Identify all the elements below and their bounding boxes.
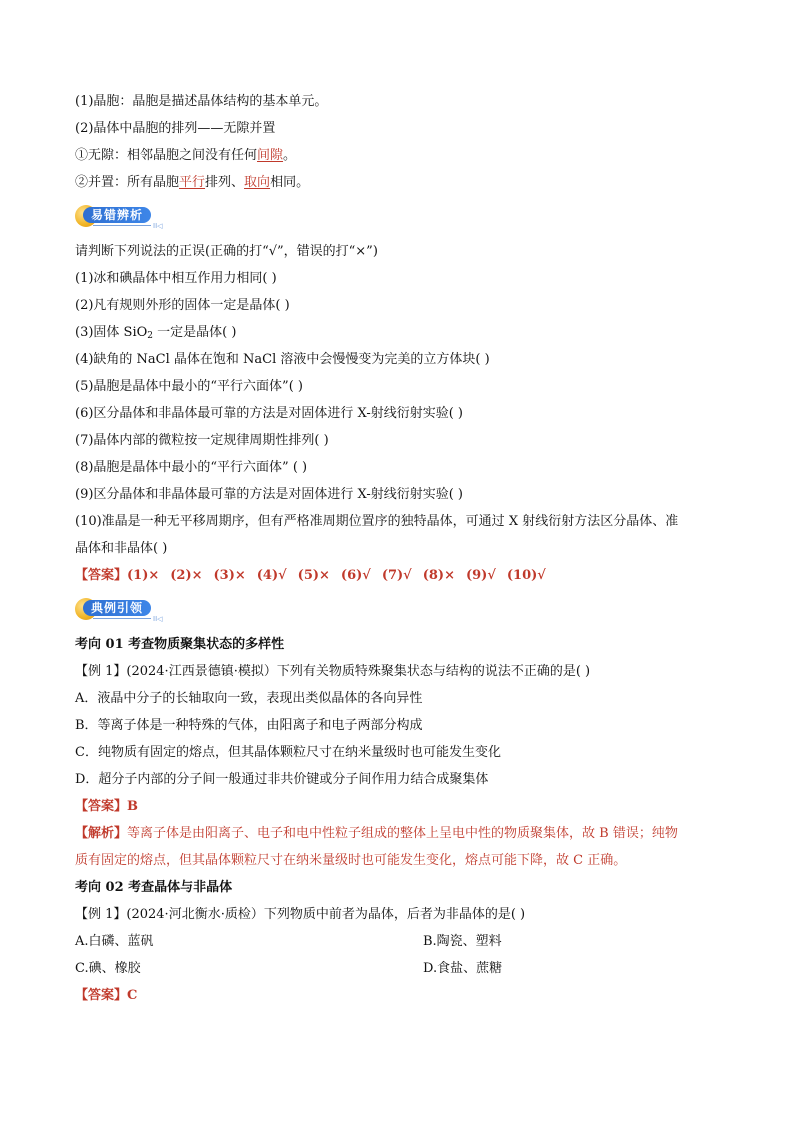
answer-10: (10)√ [506,568,546,583]
k1-analysis-line-2: 质有固定的熔点，但其晶体颗粒尺寸在纳米量级时也可能发生变化，熔点可能下降，故 C 正确。 [75,853,627,868]
answer-8: (8)× [422,568,455,583]
intro-line-3 [75,147,296,165]
answer-list [127,568,557,583]
intro-line-1: (1)晶胞：晶胞是描述晶体结构的基本单元。 [75,94,328,109]
k1-question: 【例 1】(2024·江西景德镇·模拟）下列有关物质特殊聚集状态与结构的说法不正确的是( ) [75,664,591,679]
intro-line-3-a: ①无隙：相邻晶胞之间没有任何 [75,148,258,163]
judge-item-3-sub: 2 [147,331,154,341]
k1-analysis-line-1 [75,825,678,843]
answer-6: (6)√ [340,568,371,583]
answer-tag: 【答案】 [75,799,128,814]
k1-title: 考向 01 考查物质聚集状态的多样性 [75,637,285,652]
badge-tail-icon: II◁ [153,222,163,230]
answer-4: (4)√ [256,568,287,583]
judge-item-3 [75,324,236,345]
judge-item-3-b: 一定是晶体( ) [153,325,237,340]
judge-item-8: (8)晶胞是晶体中最小的“平行六面体” ( ) [75,460,308,475]
judge-item-4: (4)缺角的 NaCl 晶体在饱和 NaCl 溶液中会慢慢变为完美的立方体块( ) [75,352,490,367]
answer-9: (9)√ [465,568,496,583]
badge-underline [93,618,151,619]
answer-1: (1)× [127,568,160,583]
k1-answer [75,798,138,816]
answer-2: (2)× [170,568,203,583]
judge-item-6: (6)区分晶体和非晶体最可靠的方法是对固体进行 X-射线衍射实验( ) [75,406,464,421]
k2-option-d: D.食盐、蔗糖 [423,961,503,976]
answer-3: (3)× [213,568,246,583]
k1-option-a: A．液晶中分子的长轴取向一致，表现出类似晶体的各向异性 [75,691,423,706]
judge-item-1: (1)冰和碘晶体中相互作用力相同( ) [75,271,277,286]
analysis-text-1: 等离子体是由阳离子、电子和电中性粒子组成的整体上呈电中性的物质聚集体，故 B 错误；纯物 [127,826,678,841]
badge-label: 典例引领 [83,600,151,616]
blank-gap: 间隙 [257,148,284,163]
example-badge [75,597,167,621]
judge-instruction: 请判断下列说法的正误(正确的打“√”，错误的打“×”) [75,244,378,259]
intro-line-4-c: 相同。 [270,175,310,190]
judge-item-2: (2)凡有规则外形的固体一定是晶体( ) [75,298,290,313]
badge-tail-icon: II◁ [153,615,163,623]
judge-item-3-a: (3)固体 SiO [75,325,148,340]
answer-value: B [127,799,139,814]
intro-line-4 [75,174,309,192]
intro-line-3-b: 。 [283,148,297,163]
answer-value: C [127,988,138,1003]
intro-line-4-b: 排列、 [205,175,245,190]
judge-item-9: (9)区分晶体和非晶体最可靠的方法是对固体进行 X-射线衍射实验( ) [75,487,464,502]
blank-orientation: 取向 [244,175,271,190]
k2-option-a: A.白磷、蓝矾 [75,934,154,949]
badge-underline [93,225,151,226]
answer-5: (5)× [297,568,330,583]
badge-label: 易错辨析 [83,207,151,223]
judge-item-10-line-1: (10)准晶是一种无平移周期序，但有严格准周期位置序的独特晶体，可通过 X 射线衍射方法区分晶体、准 [75,514,679,529]
blank-parallel: 平行 [179,175,206,190]
easy-error-badge [75,204,167,228]
k2-option-c: C.碘、橡胶 [75,961,141,976]
k1-option-c: C．纯物质有固定的熔点，但其晶体颗粒尺寸在纳米量级时也可能发生变化 [75,745,501,760]
judge-item-5: (5)晶胞是晶体中最小的“平行六面体”( ) [75,379,303,394]
k2-option-b: B.陶瓷、塑料 [423,934,502,949]
k2-question: 【例 1】(2024·河北衡水·质检）下列物质中前者为晶体，后者为非晶体的是( ) [75,907,526,922]
judge-item-7: (7)晶体内部的微粒按一定规律周期性排列( ) [75,433,329,448]
judge-item-10-line-2: 晶体和非晶体( ) [75,541,168,556]
k1-option-b: B．等离子体是一种特殊的气体，由阳离子和电子两部分构成 [75,718,423,733]
k1-option-d: D．超分子内部的分子间一般通过非共价键或分子间作用力结合成聚集体 [75,772,489,787]
intro-line-2: (2)晶体中晶胞的排列——无隙并置 [75,121,276,136]
answer-tag: 【答案】 [75,988,128,1003]
k2-answer [75,987,137,1005]
intro-line-4-a: ②并置：所有晶胞 [75,175,180,190]
answer-tag: 【答案】 [75,568,128,583]
k2-title: 考向 02 考查晶体与非晶体 [75,880,233,895]
judge-answer-line [75,567,557,585]
answer-7: (7)√ [381,568,412,583]
analysis-tag: 【解析】 [75,826,128,841]
